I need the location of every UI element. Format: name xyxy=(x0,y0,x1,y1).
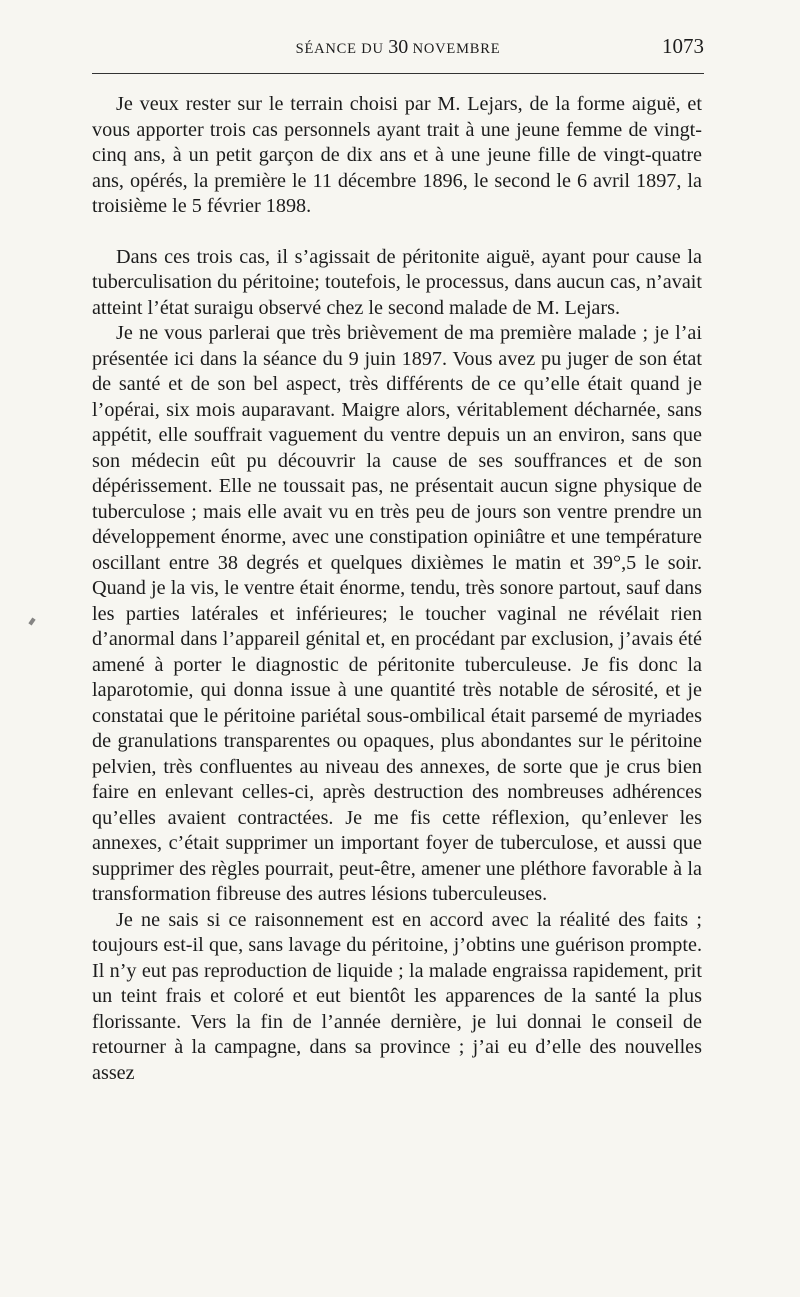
running-head-date-number: 30 xyxy=(388,36,409,58)
running-head-title-post: NOVEMBRE xyxy=(408,41,501,57)
paragraph-1: Je veux rester sur le terrain choisi par M. Lejars, de la forme aiguë, et vous apporter trois cas personnels ayant trait à une jeune femme de vingt-cinq ans, à un petit garçon de dix ans et à une jeune fille de vingt-quatre ans, opérés, la première le 11 décembre 1896, le second le 6 avril 1897, la troisième le 5 février 1898. xyxy=(92,93,702,217)
paragraph-3: Je ne vous parlerai que très brièvement de ma première malade ; je l’ai présentée ici dans la séance du 9 juin 1897. Vous avez pu juger de son état de santé et de son bel aspect, très différents de ce qu’elle était quand je l’opérai, six mois auparavant. Maigre alors, véritablement décharnée, sans appétit, elle souffrait vaguement du ventre depuis un an environ, sans que son médecin eût pu découvrir la cause de ses souffrances et de son dépérissement. Elle ne toussait pas, ne présentait aucun signe physique de tuberculose ; mais elle avait vu en très peu de jours son ventre prendre un développement énorme, avec une constipation opiniâtre et une température oscillant entre 38 degrés et quelques dixièmes le matin et 39°,5 le soir. Quand je la vis, le ventre était énorme, tendu, très sonore partout, sauf dans les parties latérales et inférieures; le toucher vaginal ne révélait rien d’anormal dans l’appareil génital et, en procédant par exclusion, j’avais été amené à porter le diagnostic de péritonite tuberculeuse. Je fis donc la laparotomie, qui donna issue à une quantité très notable de sérosité, et je constatai que le péritoine pariétal sous-ombilical était parsemé de myriades de granulations transparentes ou opaques, plus abondantes sur le péritoine pelvien, très confluentes au niveau des annexes, de sorte que je crus bien faire en enlevant celles-ci, après destruction des nombreuses adhérences qu’elles avaient contractées. Je me fis cette réflexion, qu’enlever les annexes, c’était supprimer un important foyer de tuberculose, et aussi que supprimer des règles pourrait, peut-être, amener une pléthore favorable à la transformation fibreuse des autres lésions tuberculeuses. xyxy=(92,322,702,905)
page-number: 1073 xyxy=(662,34,704,58)
header-rule xyxy=(92,73,704,74)
paragraph-4: Je ne sais si ce raisonnement est en accord avec la réalité des faits ; toujours est-il que, sans lavage du péritoine, j’obtins une guérison prompte. Il n’y eut pas reproduction de liquide ; la malade engraissa rapidement, prit un teint frais et coloré et eut bientôt les apparences de la santé la plus florissante. Vers la fin de l’année dernière, je lui donnai le conseil de retourner à la campagne, dans sa province ; j’ai eu d’elle des nouvelles assez xyxy=(92,908,702,1084)
running-head xyxy=(92,34,704,62)
paragraph-2: Dans ces trois cas, il s’agissait de péritonite aiguë, ayant pour cause la tuberculisation du péritoine; toutefois, le processus, dans aucun cas, n’avait atteint l’état suraigu observé chez le second malade de M. Lejars. xyxy=(92,245,702,319)
body-text xyxy=(92,92,702,1086)
running-head-title xyxy=(92,36,704,59)
running-head-title-pre: SÉANCE DU xyxy=(295,41,389,57)
margin-ink-mark xyxy=(28,617,35,625)
